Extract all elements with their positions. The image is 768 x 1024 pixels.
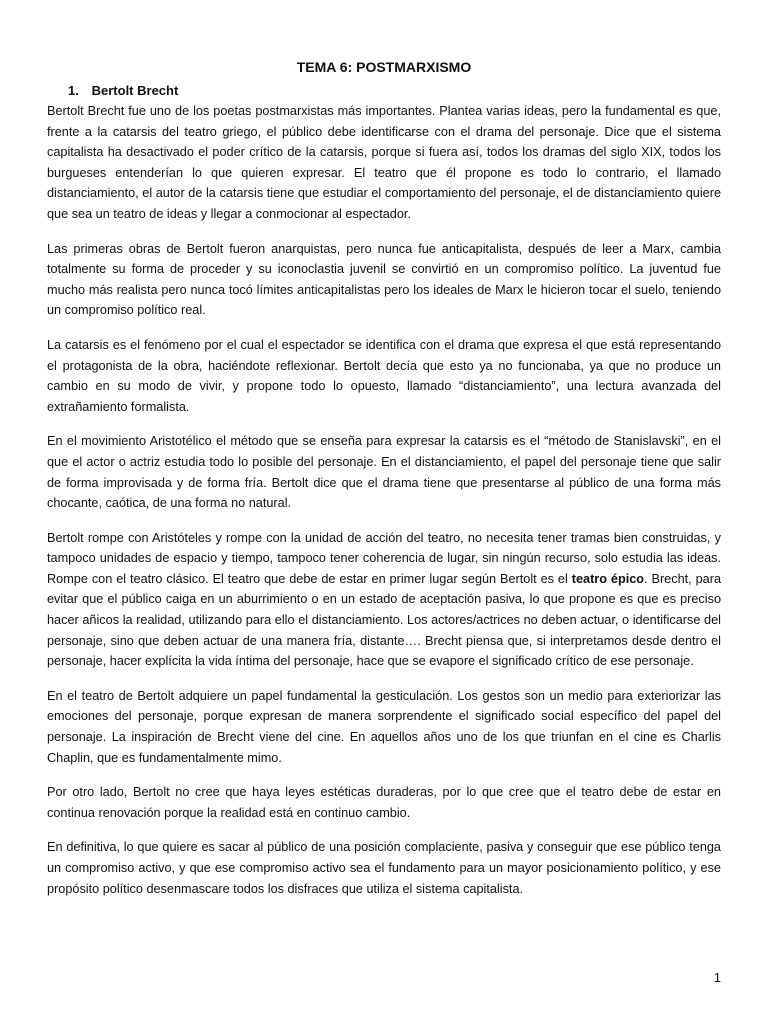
paragraph-5-text-before: Bertolt rompe con Aristóteles y rompe con la unidad de acción del teatro, no necesita tener tramas bien construidas, y tampoco unidades de espacio y tiempo, tampoco tener coherencia de lugar, sin ningún recurso, solo estudia las ideas. Rompe con el teatro clásico. El teatro que debe de estar en primer lugar según Bertolt es el [47, 530, 721, 586]
paragraph-6: En el teatro de Bertolt adquiere un papel fundamental la gesticulación. Los gestos son un medio para exteriorizar las emociones del personaje, porque expresan de manera sorprendente el significado social específico del papel del personaje. La inspiración de Brecht viene del cine. En aquellos años uno de los que triunfan en el cine es Charlis Chaplin, que es fundamentalmente mimo. [47, 688, 721, 765]
paragraph-4: En el movimiento Aristotélico el método que se enseña para expresar la catarsis es el “método de Stanislavski”, en el que el actor o actriz estudia todo lo posible del personaje. En el distanciamiento, el papel del personaje tiene que salir de forma improvisada y de forma fría. Bertolt dice que el drama tiene que presentarse al público de una forma más chocante, caótica, de una forma no natural. [47, 434, 721, 511]
section-number: 1. [68, 83, 79, 98]
paragraph-5 [47, 528, 721, 672]
paragraph-8: En definitiva, lo que quiere es sacar al público de una posición complaciente, pasiva y conseguir que ese público tenga un compromiso activo, y que ese compromiso activo sea el fundamento para un mayor posicionamiento político, y ese propósito político desenmascare todos los disfraces que utiliza el sistema capitalista. [47, 840, 721, 896]
paragraph-5-text-after: . Brecht, para evitar que el público caiga en un aburrimiento o en un estado de aceptación pasiva, lo que propone es que es preciso hacer añicos la realidad, utilizando para ello el distanciamiento. Los actores/actrices no deben actuar, o identificarse del personaje, sino que deben actuar de una manera fría, distante…. Brecht piensa que, si interpretamos desde dentro el personaje, hacer explícita la vida íntima del personaje, hace que se evapore el significado crítico de ese personaje. [47, 571, 721, 669]
paragraph-2: Las primeras obras de Bertolt fueron anarquistas, pero nunca fue anticapitalista, después de leer a Marx, cambia totalmente su forma de proceder y su iconoclastia juvenil se convirtió en un compromiso político. La juventud fue mucho más realista pero nunca tocó límites anticapitalistas pero los ideales de Marx le hicieron tocar el suelo, teniendo un compromiso político real. [47, 241, 721, 318]
section-title: Bertolt Brecht [91, 83, 179, 98]
paragraph-7: Por otro lado, Bertolt no cree que haya leyes estéticas duraderas, por lo que cree que el teatro debe de estar en continua renovación porque la realidad está en continuo cambio. [47, 785, 721, 820]
section-heading [47, 82, 721, 99]
teatro-epico-emphasis: teatro épico [571, 571, 645, 586]
document-page [47, 58, 721, 913]
paragraph-3: La catarsis es el fenómeno por el cual el espectador se identifica con el drama que expresa el que está representando el protagonista de la obra, haciéndote reflexionar. Bertolt decía que esto ya no funcionaba, ya que no produce un cambio en su modo de vivir, y propone todo lo opuesto, llamado “distanciamiento”, una lectura avanzada del extrañamiento formalista. [47, 337, 721, 414]
page-number: 1 [713, 970, 721, 985]
paragraph-1: Bertolt Brecht fue uno de los poetas postmarxistas más importantes. Plantea varias ideas, pero la fundamental es que, frente a la catarsis del teatro griego, el público debe identificarse con el drama del personaje. Dice que el sistema capitalista ha desactivado el poder crítico de la catarsis, porque si fuera así, todos los dramas del siglo XIX, todos los burgueses entenderían lo que quieren expresar. El teatro que él propone es todo lo contrario, el llamado distanciamiento, el autor de la catarsis tiene que estudiar el comportamiento del personaje, el de distanciamiento quiere que sea un teatro de ideas y llegar a conmocionar al espectador. [47, 104, 721, 221]
document-title: TEMA 6: POSTMARXISMO [296, 59, 472, 75]
